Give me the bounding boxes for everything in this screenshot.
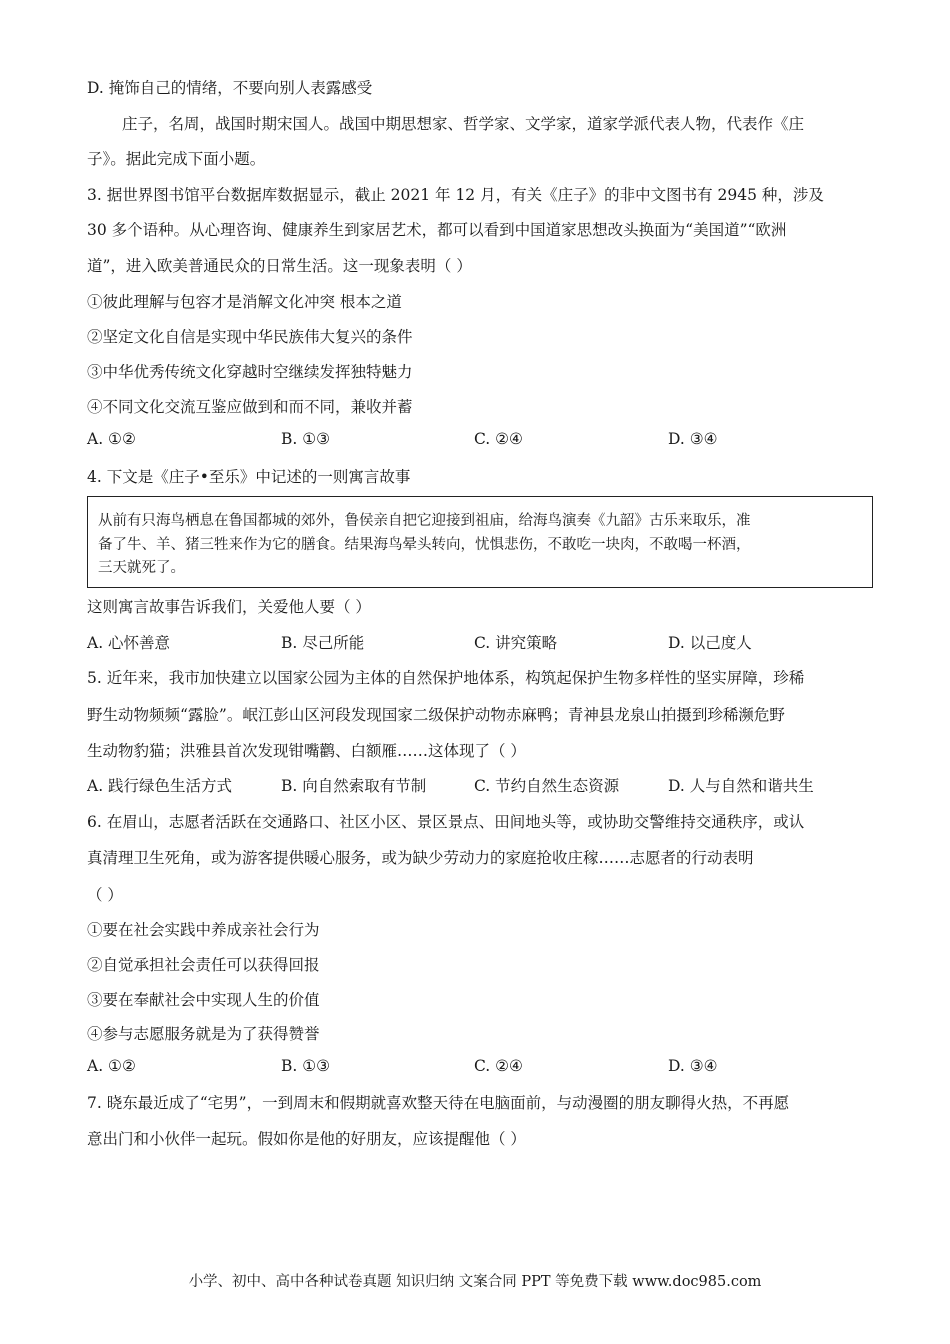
q3-statement-4: ④不同文化交流互鉴应做到和而不同，兼收并蓄 [87,398,413,416]
q4-option-c: C. 讲究策略 [474,634,558,652]
q5-stem-line-2: 野生动物频频“露脸”。岷江彭山区河段发现国家二级保护动物赤麻鸭；青神县龙泉山拍摄到珍稀濒危野 [87,706,785,724]
q6-option-a: A. ①② [87,1057,136,1075]
fable-line-2: 备了牛、羊、猪三牲来作为它的膳食。结果海鸟晕头转向，忧惧悲伤，不敢吃一块肉，不敢喝一杯酒， [98,537,751,553]
page-footer: 小学、初中、高中各种试卷真题 知识归纳 文案合同 PPT 等免费下载 www.doc985.com [188,1274,762,1290]
q5-option-c: C. 节约自然生态资源 [474,777,620,795]
q3-stem-line-1: 3. 据世界图书馆平台数据库数据显示，截止 2021 年 12 月，有关《庄子》的非中文图书有 2945 种，涉及 [87,186,824,204]
zhuangzi-intro-line-1: 庄子，名周，战国时期宋国人。战国中期思想家、哲学家、文学家，道家学派代表人物，代表作《庄 [122,115,805,133]
q5-option-b: B. 向自然索取有节制 [281,777,427,795]
q2-option-d: D. 掩饰自己的情绪，不要向别人表露感受 [87,79,373,97]
q3-option-d: D. ③④ [668,430,718,448]
q3-statement-3: ③中华优秀传统文化穿越时空继续发挥独特魅力 [87,363,413,381]
q3-stem-line-2: 30 多个语种。从心理咨询、健康养生到家居艺术，都可以看到中国道家思想改头换面为“美国道”“欧洲 [87,221,787,239]
q5-stem-line-1: 5. 近年来，我市加快建立以国家公园为主体的自然保护地体系，构筑起保护生物多样性的坚实屏障，珍稀 [87,669,805,687]
q4-question: 这则寓言故事告诉我们，关爱他人要（ ） [87,598,371,616]
q3-option-a: A. ①② [87,430,136,448]
q6-statement-3: ③要在奉献社会中实现人生的价值 [87,991,320,1009]
q3-option-c: C. ②④ [474,430,523,448]
q6-option-d: D. ③④ [668,1057,718,1075]
q4-option-a: A. 心怀善意 [87,634,171,652]
q6-stem-line-1: 6. 在眉山，志愿者活跃在交通路口、社区小区、景区景点、田间地头等，或协助交警维持交通秩序，或认 [87,813,805,831]
q7-stem-line-2: 意出门和小伙伴一起玩。假如你是他的好朋友，应该提醒他（ ） [87,1130,526,1148]
q4-option-b: B. 尽己所能 [281,634,365,652]
q3-statement-1: ①彼此理解与包容才是消解文化冲突 根本之道 [87,293,402,311]
q6-statement-1: ①要在社会实践中养成亲社会行为 [87,921,320,939]
q5-option-d: D. 人与自然和谐共生 [668,777,814,795]
q3-option-b: B. ①③ [281,430,331,448]
fable-line-3: 三天就死了。 [98,560,185,576]
q6-stem-line-3: （ ） [87,886,123,904]
q4-stem: 4. 下文是《庄子•至乐》中记述的一则寓言故事 [87,468,411,486]
q3-stem-line-3: 道”，进入欧美普通民众的日常生活。这一现象表明（ ） [87,257,472,275]
q7-stem-line-1: 7. 晓东最近成了“宅男”，一到周末和假期就喜欢整天待在电脑面前，与动漫圈的朋友聊得火热，不再愿 [87,1094,790,1112]
q5-option-a: A. 践行绿色生活方式 [87,777,233,795]
q6-statement-4: ④参与志愿服务就是为了获得赞誉 [87,1025,320,1043]
q4-option-d: D. 以己度人 [668,634,752,652]
q6-option-b: B. ①③ [281,1057,331,1075]
zhuangzi-intro-line-2: 子》。据此完成下面小题。 [87,150,266,168]
q6-statement-2: ②自觉承担社会责任可以获得回报 [87,956,320,974]
q5-stem-line-3: 生动物豹猫；洪雅县首次发现钳嘴鹳、白额雁……这体现了（ ） [87,742,526,760]
q3-statement-2: ②坚定文化自信是实现中华民族伟大复兴的条件 [87,328,413,346]
q6-stem-line-2: 真清理卫生死角，或为游客提供暖心服务，或为缺少劳动力的家庭抢收庄稼……志愿者的行动表明 [87,849,754,867]
q6-option-c: C. ②④ [474,1057,523,1075]
fable-line-1: 从前有只海鸟栖息在鲁国都城的郊外，鲁侯亲自把它迎接到祖庙，给海鸟演奏《九韶》古乐来取乐，准 [98,513,751,529]
